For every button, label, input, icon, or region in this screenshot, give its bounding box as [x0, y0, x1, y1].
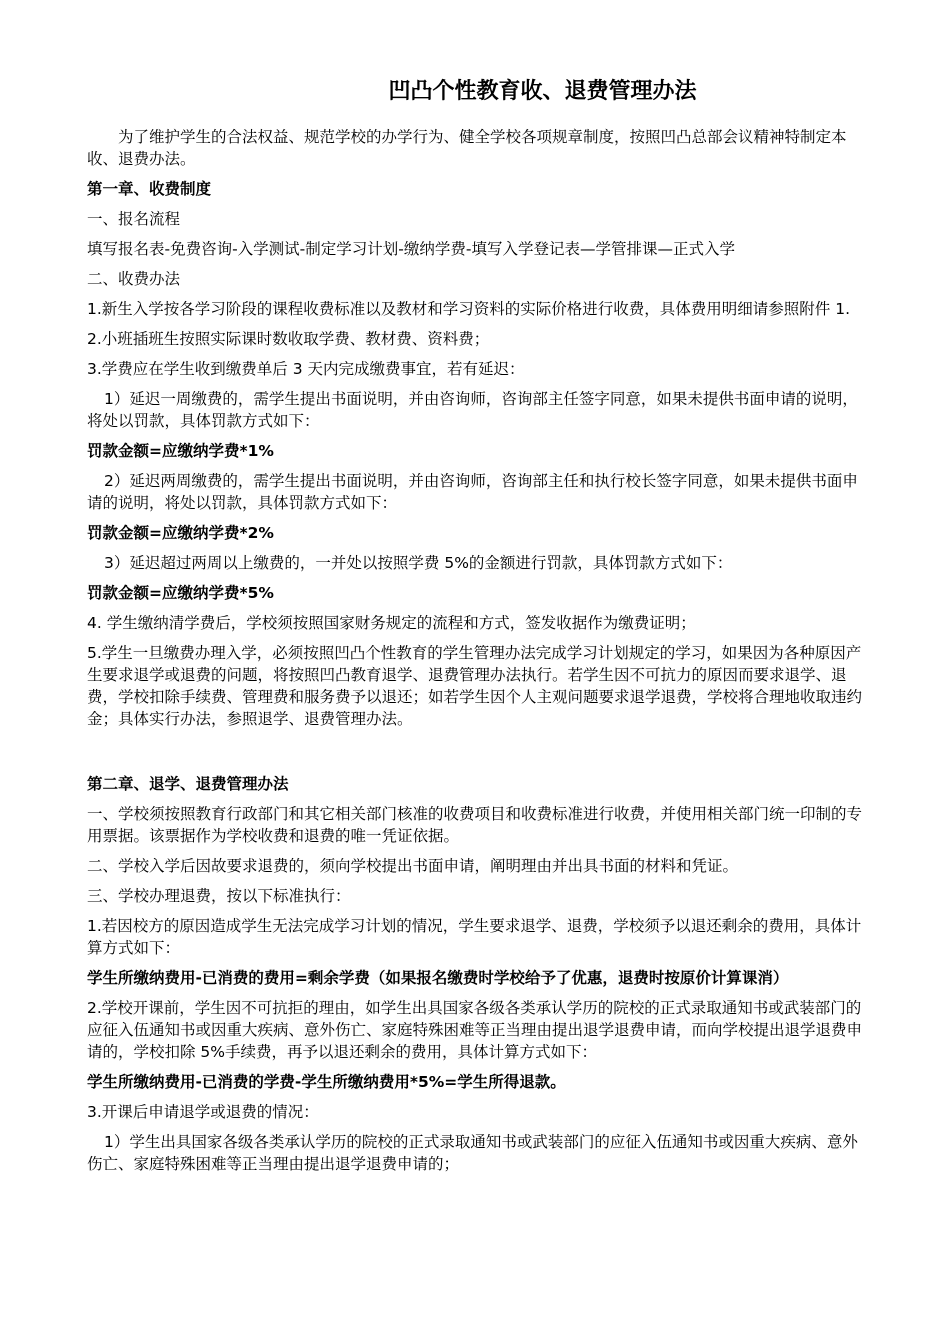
refund-case-1: 1.若因校方的原因造成学生无法完成学习计划的情况，学生要求退学、退费，学校须予以退还剩余的费用，具体计算方式如下：	[87, 917, 862, 957]
fee-item-4: 4. 学生缴纳清学费后，学校须按照国家财务规定的流程和方式，签发收据作为缴费证明；	[87, 614, 696, 632]
fine-formula-1: 罚款金额=应缴纳学费*1%	[87, 442, 274, 460]
fine-formula-2: 罚款金额=应缴纳学费*2%	[87, 524, 274, 542]
refund-paragraph-1: 一、学校须按照教育行政部门和其它相关部门核准的收费项目和收费标准进行收费，并使用相关部门统一印制的专用票据。该票据作为学校收费和退费的唯一凭证依据。	[87, 805, 863, 845]
refund-case-3: 3.开课后申请退学或退费的情况：	[87, 1103, 319, 1121]
chapter-spacer	[87, 738, 865, 773]
fee-item-3: 3.学费应在学生收到缴费单后 3 天内完成缴费事宜，若有延迟：	[87, 360, 525, 378]
fee-item-2: 2.小班插班生按照实际课时数收取学费、教材费、资料费；	[87, 330, 490, 348]
fee-item-1: 1.新生入学按各学习阶段的课程收费标准以及教材和学习资料的实际价格进行收费，具体费用明细请参照附件 1.	[87, 300, 851, 318]
delay-rule-2: 2）延迟两周缴费的，需学生提出书面说明，并由咨询师，咨询部主任和执行校长签字同意，如果未提供书面申请的说明，将处以罚款，具体罚款方式如下：	[87, 472, 858, 512]
refund-formula-2: 学生所缴纳费用-已消费的学费-学生所缴纳费用*5%=学生所得退款。	[87, 1073, 566, 1091]
fee-item-5: 5.学生一旦缴费办理入学，必须按照凹凸个性教育的学生管理办法完成学习计划规定的学习，如果因为各种原因产生要求退学或退费的问题，将按照凹凸教育退学、退费管理办法执行。若学生因不可抗力的原因而要求退学、退费，学校扣除手续费、管理费和服务费予以退还；如若学生因个人主观问题要求退学退费，学校将合理地收取违约金；具体实行办法，参照退学、退费管理办法。	[87, 644, 863, 728]
chapter2-heading: 第二章、退学、退费管理办法	[87, 775, 289, 793]
refund-paragraph-3: 三、学校办理退费，按以下标准执行：	[87, 887, 351, 905]
delay-rule-3: 3）延迟超过两周以上缴费的，一并处以按照学费 5%的金额进行罚款，具体罚款方式如下：	[104, 554, 733, 572]
intro-paragraph: 为了维护学生的合法权益、规范学校的办学行为、健全学校各项规章制度，按照凹凸总部会议精神特制定本收、退费办法。	[87, 128, 847, 168]
document-title: 凹凸个性教育收、退费管理办法	[388, 79, 697, 104]
refund-formula-1: 学生所缴纳费用-已消费的费用=剩余学费（如果报名缴费时学校给予了优惠，退费时按原价计算课消）	[87, 969, 789, 987]
chapter1-heading: 第一章、收费制度	[87, 180, 212, 198]
registration-flow: 填写报名表-免费咨询-入学测试-制定学习计划-缴纳学费-填写入学登记表—学管排课—正式入学	[87, 240, 735, 258]
delay-rule-1: 1）延迟一周缴费的，需学生提出书面说明，并由咨询师，咨询部主任签字同意，如果未提供书面申请的说明，将处以罚款，具体罚款方式如下：	[87, 390, 858, 430]
section2-heading: 二、收费办法	[87, 270, 181, 288]
section1-heading: 一、报名流程	[87, 210, 181, 228]
document-body	[87, 126, 865, 1183]
fine-formula-3: 罚款金额=应缴纳学费*5%	[87, 584, 274, 602]
refund-case-2: 2.学校开课前，学生因不可抗拒的理由，如学生出具国家各级各类承认学历的院校的正式录取通知书或武装部门的应征入伍通知书或因重大疾病、意外伤亡、家庭特殊困难等正当理由提出退学退费申请，而向学校提出退学退费申请的，学校扣除 5%手续费，再予以退还剩余的费用，具体计算方式如下：	[87, 999, 863, 1061]
refund-paragraph-2: 二、学校入学后因故要求退费的，须向学校提出书面申请，阐明理由并出具书面的材料和凭证。	[87, 857, 739, 875]
refund-case-3-sub-1: 1）学生出具国家各级各类承认学历的院校的正式录取通知书或武装部门的应征入伍通知书或因重大疾病、意外伤亡、家庭特殊困难等正当理由提出退学退费申请的；	[87, 1133, 858, 1173]
